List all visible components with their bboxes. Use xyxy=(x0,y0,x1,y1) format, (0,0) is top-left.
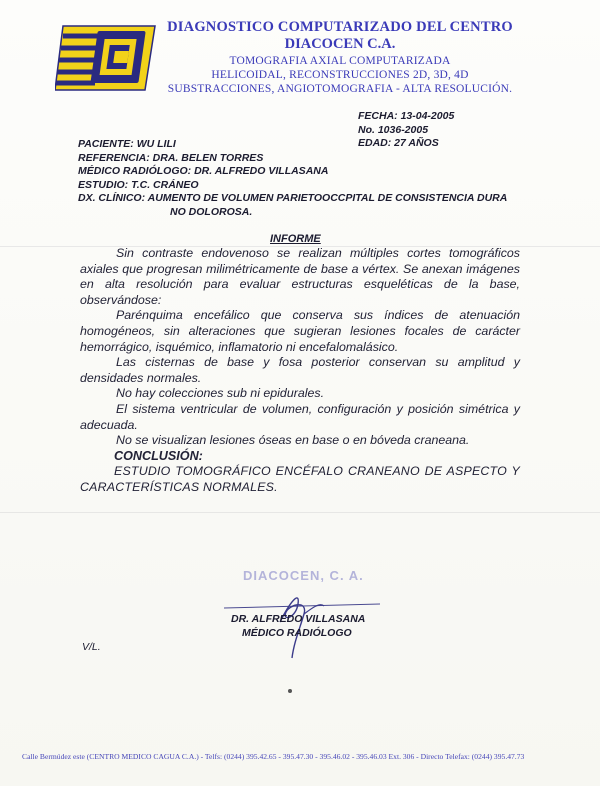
conclusion-title: CONCLUSIÓN: xyxy=(114,448,203,463)
study-type: ESTUDIO: T.C. CRÁNEO xyxy=(78,178,199,191)
footer-address: Calle Bermúdez este (CENTRO MEDICO CAGUA C.A.) - Telfs: (0244) 395.42.65 - 395.47.30 - 395.46.02 - 395.46.03 Ext. 306 - Directo Telefax: (0244) 395.47.73 xyxy=(22,752,525,761)
clinical-diagnosis-line-1: DX. CLÍNICO: AUMENTO DE VOLUMEN PARIETOOCCPITAL DE CONSISTENCIA DURA xyxy=(78,192,508,204)
clinical-diagnosis-line-2: NO DOLOROSA. xyxy=(170,205,253,218)
organization-short-name: DIACOCEN C.A. xyxy=(284,36,396,52)
report-paragraph: Sin contraste endovenoso se realizan múltiples cortes tomográficos axiales que progresan milimétricamente de base a vértex. Se anexan imágenes en alta resolución para evaluar estructuras esqueléticas de la base, observándose: xyxy=(80,246,520,307)
patient-age: EDAD: 27 AÑOS xyxy=(358,137,439,149)
report-paragraph: No se visualizan lesiones óseas en base o en bóveda craneana. xyxy=(116,433,470,448)
letterhead-line-2: HELICOIDAL, RECONSTRUCCIONES 2D, 3D, 4D xyxy=(211,69,469,81)
report-title: INFORME xyxy=(270,233,321,245)
patient-name: PACIENTE: WU LILI xyxy=(78,138,176,150)
conclusion-text: ESTUDIO TOMOGRÁFICO ENCÉFALO CRANEANO DE ASPECTO Y CARACTERÍSTICAS NORMALES. xyxy=(80,464,520,494)
report-paragraph: El sistema ventricular de volumen, configuración y posición simétrica y adecuada. xyxy=(80,401,520,432)
report-paragraph: No hay colecciones sub ni epidurales. xyxy=(116,386,325,401)
report-date: FECHA: 13-04-2005 xyxy=(358,110,455,122)
report-paragraph: Las cisternas de base y fosa posterior conservan su amplitud y densidades normales. xyxy=(80,355,520,385)
referral-doctor: REFERENCIA: DRA. BELEN TORRES xyxy=(78,151,264,164)
signer-name: DR. ALFREDO VILLASANA xyxy=(231,613,366,625)
signer-role: MÉDICO RADIÓLOGO xyxy=(242,627,352,639)
paper-mark xyxy=(288,689,292,693)
letterhead-line-1: TOMOGRAFIA AXIAL COMPUTARIZADA xyxy=(229,55,451,67)
report-meta-left xyxy=(78,138,538,219)
typist-initials: V/L. xyxy=(82,641,101,653)
radiologist: MÉDICO RADIÓLOGO: DR. ALFREDO VILLASANA xyxy=(78,165,329,177)
company-stamp: DIACOCEN, C. A. xyxy=(243,568,364,583)
report-number: No. 1036-2005 xyxy=(358,123,429,136)
company-logo xyxy=(55,22,160,94)
paper-fold xyxy=(0,512,600,513)
report-body xyxy=(80,246,520,496)
clinical-diagnosis xyxy=(78,192,538,219)
letterhead-line-3: SUBSTRACCIONES, ANGIOTOMOGRAFIA - ALTA RESOLUCIÓN. xyxy=(167,83,513,95)
report-paragraph: Parénquima encefálico que conserva sus índices de atenuación homogéneos, sin alteraciones que sugieran lesiones focales de carácter hemorrágico, isquémico, inflamatorio ni encefalomalásico. xyxy=(80,308,520,354)
organization-name: DIAGNOSTICO COMPUTARIZADO DEL CENTRO xyxy=(167,19,513,35)
